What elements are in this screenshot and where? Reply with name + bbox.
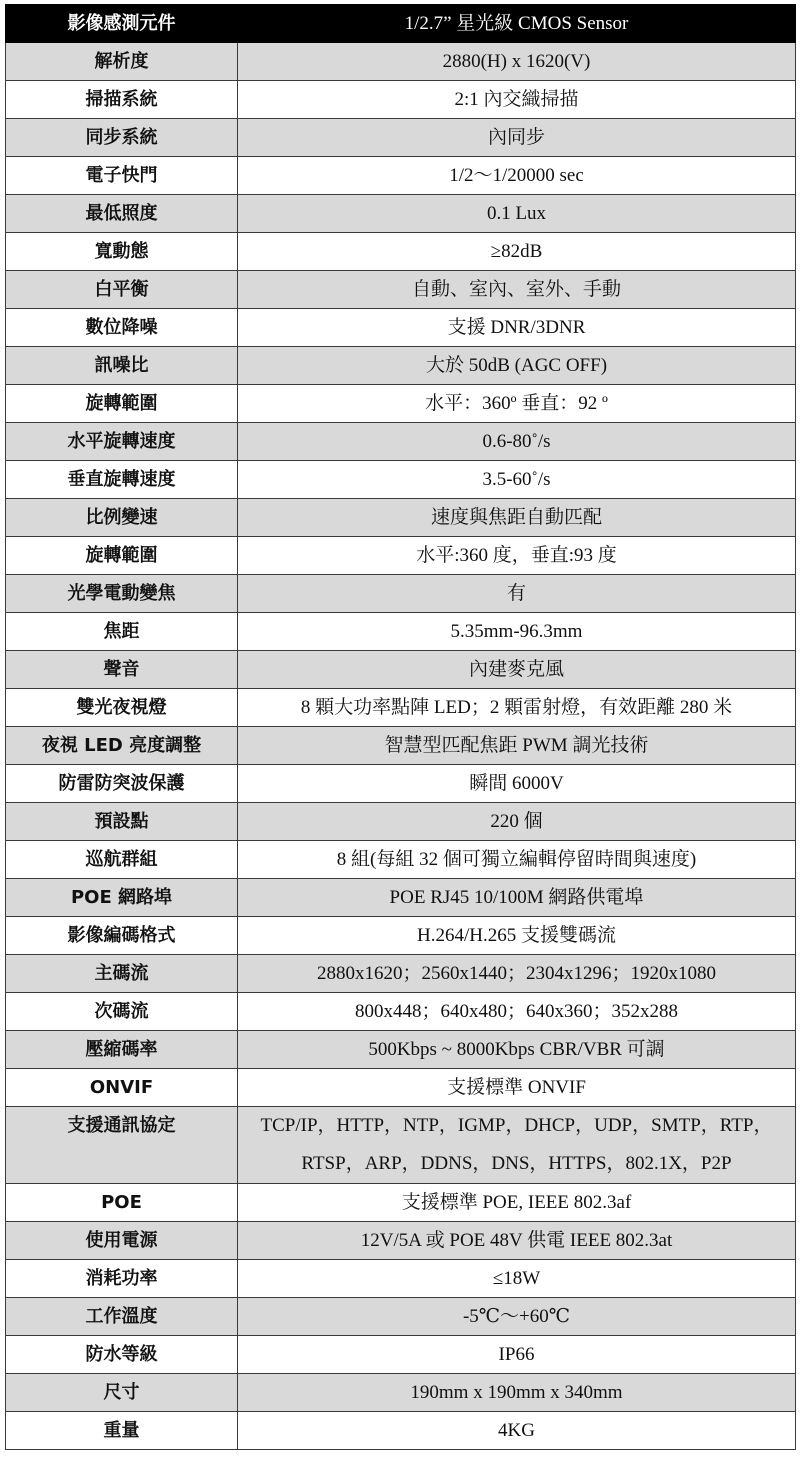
spec-value: 內建麥克風 [238, 651, 796, 689]
spec-label: 壓縮碼率 [6, 1031, 238, 1069]
spec-value: 800x448；640x480；640x360；352x288 [238, 993, 796, 1031]
spec-label: 垂直旋轉速度 [6, 461, 238, 499]
spec-value-protocols [238, 1107, 796, 1184]
table-row [6, 841, 796, 879]
spec-label: 巡航群組 [6, 841, 238, 879]
spec-label: 旋轉範圍 [6, 537, 238, 575]
spec-value: 12V/5A 或 POE 48V 供電 IEEE 802.3at [238, 1222, 796, 1260]
spec-value: 2:1 內交織掃描 [238, 81, 796, 119]
spec-value: 自動、室內、室外、手動 [238, 271, 796, 309]
spec-label: ONVIF [6, 1069, 238, 1107]
spec-value: 1/2～1/20000 sec [238, 157, 796, 195]
table-row [6, 917, 796, 955]
spec-label: 掃描系統 [6, 81, 238, 119]
spec-value: 5.35mm-96.3mm [238, 613, 796, 651]
protocol-line-2: RTSP，ARP，DDNS，DNS，HTTPS，802.1X，P2P [301, 1153, 732, 1174]
table-row [6, 385, 796, 423]
table-header-row [6, 5, 796, 43]
table-row [6, 575, 796, 613]
spec-value: ≥82dB [238, 233, 796, 271]
table-row [6, 195, 796, 233]
spec-value: 4KG [238, 1412, 796, 1450]
spec-label: 尺寸 [6, 1374, 238, 1412]
spec-value: 支援標準 ONVIF [238, 1069, 796, 1107]
spec-table-body [6, 5, 796, 1450]
table-row [6, 1184, 796, 1222]
table-row [6, 271, 796, 309]
table-row [6, 1069, 796, 1107]
spec-label: 預設點 [6, 803, 238, 841]
spec-value: 2880x1620；2560x1440；2304x1296；1920x1080 [238, 955, 796, 993]
table-row [6, 309, 796, 347]
table-row [6, 423, 796, 461]
spec-value: 內同步 [238, 119, 796, 157]
spec-value: 0.6-80˚/s [238, 423, 796, 461]
spec-label: 最低照度 [6, 195, 238, 233]
spec-label: POE 網路埠 [6, 879, 238, 917]
spec-label: 寬動態 [6, 233, 238, 271]
spec-value: 大於 50dB (AGC OFF) [238, 347, 796, 385]
spec-value: IP66 [238, 1336, 796, 1374]
header-value: 1/2.7” 星光級 CMOS Sensor [238, 5, 796, 43]
spec-label: 解析度 [6, 43, 238, 81]
spec-value: 支援 DNR/3DNR [238, 309, 796, 347]
spec-label: 聲音 [6, 651, 238, 689]
table-row [6, 461, 796, 499]
spec-value: ≤18W [238, 1260, 796, 1298]
spec-label: 支援通訊協定 [6, 1107, 238, 1184]
spec-label: 雙光夜視燈 [6, 689, 238, 727]
table-row [6, 651, 796, 689]
protocol-line-1: TCP/IP，HTTP，NTP，IGMP，DHCP，UDP，SMTP，RTP， [260, 1115, 773, 1136]
spec-label: 旋轉範圍 [6, 385, 238, 423]
spec-label: 焦距 [6, 613, 238, 651]
spec-value: 0.1 Lux [238, 195, 796, 233]
table-row-protocols [6, 1107, 796, 1184]
spec-label: 使用電源 [6, 1222, 238, 1260]
table-row [6, 613, 796, 651]
spec-label: 光學電動變焦 [6, 575, 238, 613]
table-row [6, 727, 796, 765]
spec-label: 比例變速 [6, 499, 238, 537]
spec-value: 支援標準 POE, IEEE 802.3af [238, 1184, 796, 1222]
spec-value: -5℃～+60℃ [238, 1298, 796, 1336]
spec-label: 工作溫度 [6, 1298, 238, 1336]
spec-value: 速度與焦距自動匹配 [238, 499, 796, 537]
spec-label: 次碼流 [6, 993, 238, 1031]
spec-label: 同步系統 [6, 119, 238, 157]
spec-value: 有 [238, 575, 796, 613]
spec-value: 2880(H) x 1620(V) [238, 43, 796, 81]
spec-label: 訊噪比 [6, 347, 238, 385]
spec-value: 水平：360º 垂直：92 º [238, 385, 796, 423]
table-row [6, 499, 796, 537]
spec-label: 白平衡 [6, 271, 238, 309]
spec-label: 重量 [6, 1412, 238, 1450]
table-row [6, 689, 796, 727]
table-row [6, 1336, 796, 1374]
spec-label: POE [6, 1184, 238, 1222]
spec-label: 影像編碼格式 [6, 917, 238, 955]
table-row [6, 955, 796, 993]
spec-label: 防水等級 [6, 1336, 238, 1374]
spec-label: 防雷防突波保護 [6, 765, 238, 803]
spec-value: 3.5-60˚/s [238, 461, 796, 499]
spec-value: 智慧型匹配焦距 PWM 調光技術 [238, 727, 796, 765]
spec-label: 電子快門 [6, 157, 238, 195]
spec-value: 500Kbps ~ 8000Kbps CBR/VBR 可調 [238, 1031, 796, 1069]
spec-value: 水平:360 度，垂直:93 度 [238, 537, 796, 575]
table-row [6, 43, 796, 81]
table-row [6, 347, 796, 385]
table-row [6, 1222, 796, 1260]
spec-value: 190mm x 190mm x 340mm [238, 1374, 796, 1412]
spec-value: 8 顆大功率點陣 LED；2 顆雷射燈，有效距離 280 米 [238, 689, 796, 727]
table-row [6, 119, 796, 157]
spec-value: 瞬間 6000V [238, 765, 796, 803]
table-row [6, 765, 796, 803]
table-row [6, 1298, 796, 1336]
table-row [6, 1374, 796, 1412]
spec-value: POE RJ45 10/100M 網路供電埠 [238, 879, 796, 917]
table-row [6, 803, 796, 841]
spec-label: 水平旋轉速度 [6, 423, 238, 461]
spec-value: H.264/H.265 支援雙碼流 [238, 917, 796, 955]
spec-label: 夜視 LED 亮度調整 [6, 727, 238, 765]
spec-value: 8 組(每組 32 個可獨立編輯停留時間與速度) [238, 841, 796, 879]
spec-table [5, 4, 796, 1450]
table-row [6, 1412, 796, 1450]
table-row [6, 879, 796, 917]
table-row [6, 233, 796, 271]
spec-label: 數位降噪 [6, 309, 238, 347]
table-row [6, 993, 796, 1031]
table-row [6, 537, 796, 575]
spec-value: 220 個 [238, 803, 796, 841]
table-row [6, 1260, 796, 1298]
spec-label: 消耗功率 [6, 1260, 238, 1298]
table-row [6, 157, 796, 195]
spec-label: 主碼流 [6, 955, 238, 993]
table-row [6, 1031, 796, 1069]
header-label: 影像感測元件 [6, 5, 238, 43]
table-row [6, 81, 796, 119]
